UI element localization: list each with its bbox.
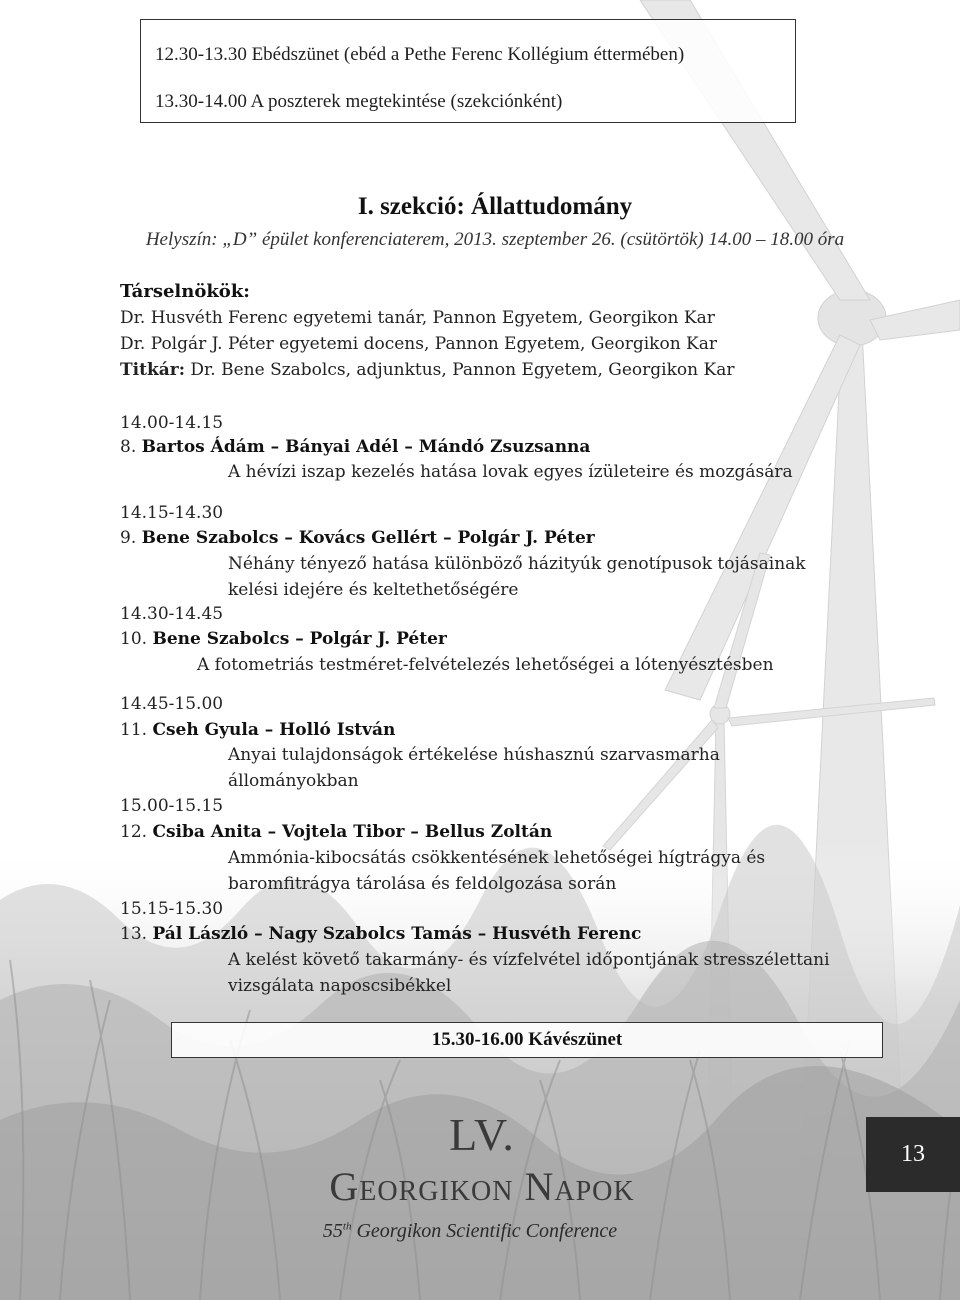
talk-title-line: A kelést követő takarmány- és vízfelvétel időpontjának stresszélettani [228,950,830,970]
talk-time: 15.00-15.15 [120,796,224,816]
chair-1: Dr. Husvéth Ferenc egyetemi tanár, Pannon Egyetem, Georgikon Kar [120,308,715,328]
talk-header [120,528,595,548]
chairs-heading: Társelnökök: [120,281,250,302]
talk-authors: Cseh Gyula – Holló István [152,720,396,740]
talk-number: 9. [120,528,137,548]
schedule-box [140,19,796,123]
coffee-break-box: 15.30-16.00 Kávészünet [171,1022,883,1058]
talk-authors: Bene Szabolcs – Kovács Gellért – Polgár J. Péter [141,528,595,548]
talk-title-line: baromfitrágya tárolása és feldolgozása során [228,874,617,894]
talk-authors: Bene Szabolcs – Polgár J. Péter [152,629,447,649]
talk-title-line: Ammónia-kibocsátás csökkentésének lehetőségei hígtrágya és [228,848,766,868]
subtitle-number: 55 [322,1220,343,1242]
section-title: I. szekció: Állattudomány [357,193,633,220]
talk-number: 10. [120,629,148,649]
venue-line: Helyszín: „D” épület konferenciaterem, 2013. szeptember 26. (csütörtök) 14.00 – 18.00 óra [145,229,845,250]
chair-2: Dr. Polgár J. Péter egyetemi docens, Pannon Egyetem, Georgikon Kar [120,334,718,354]
talk-header [120,629,447,649]
talk-time: 14.45-15.00 [120,694,224,714]
talk-time: 14.00-14.15 [120,413,224,433]
talk-title-line: kelési idejére és keltethetőségére [228,580,519,600]
talk-authors: Bartos Ádám – Bányai Adél – Mándó Zsuzsanna [141,437,591,457]
talk-title-line: Néhány tényező hatása különböző házityúk genotípusok tojásainak [228,554,806,574]
talk-title-line: Anyai tulajdonságok értékelése húshasznú szarvasmarha [228,745,720,765]
talk-header [120,924,641,944]
talk-number: 13. [120,924,148,944]
subtitle-ordinal: th [342,1220,352,1233]
page-number: 13 [866,1117,960,1192]
secretary-line [120,360,734,380]
talk-number: 12. [120,822,148,842]
talk-time: 14.30-14.45 [120,604,224,624]
talk-authors: Pál László – Nagy Szabolcs Tamás – Husvéth Ferenc [152,924,642,944]
talk-header [120,437,590,457]
secretary-label: Titkár: [120,360,185,380]
talk-number: 11. [120,720,148,740]
talk-header [120,720,395,740]
talk-authors: Csiba Anita – Vojtela Tibor – Bellus Zoltán [152,822,553,842]
secretary-name: Dr. Bene Szabolcs, adjunktus, Pannon Egyetem, Georgikon Kar [185,360,735,380]
talk-title-line: A fotometriás testméret-felvételezés lehetőségei a lótenyésztésben [197,655,774,675]
talk-title-line: A hévízi iszap kezelés hatása lovak egyes ízületeire és mozgására [228,462,793,482]
talk-header [120,822,552,842]
talk-title-line: vizsgálata naposcsibékkel [228,976,452,996]
conference-roman-number: LV. [449,1109,515,1160]
talk-time: 14.15-14.30 [120,503,224,523]
talk-time: 15.15-15.30 [120,899,224,919]
lunch-break-row: 12.30-13.30 Ebédszünet (ebéd a Pethe Ferenc Kollégium éttermében) [155,44,685,65]
conference-subtitle [0,1220,940,1243]
poster-viewing-row: 13.30-14.00 A poszterek megtekintése (szekciónként) [155,91,563,112]
subtitle-text: Georgikon Scientific Conference [351,1220,618,1242]
talk-title-line: állományokban [228,771,359,791]
conference-name: Georgikon Napok [329,1164,635,1209]
talk-number: 8. [120,437,137,457]
